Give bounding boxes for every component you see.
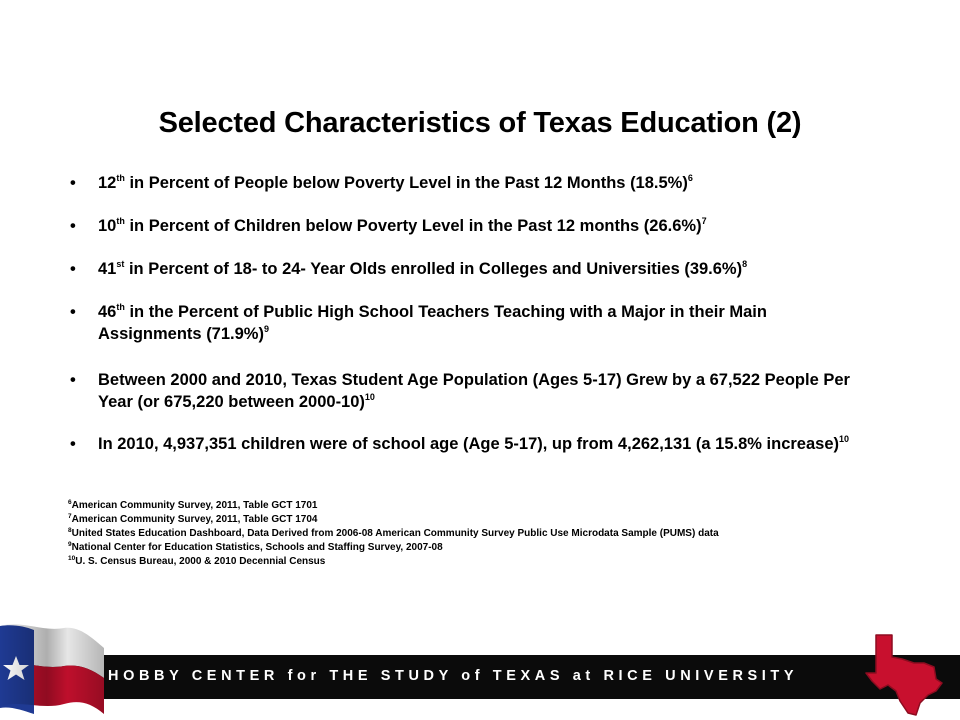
texas-map-icon xyxy=(862,633,946,717)
footnote xyxy=(68,555,928,569)
bullet-item xyxy=(70,215,870,237)
bullet-item xyxy=(70,301,870,345)
bullet-rank: 10 xyxy=(98,217,117,235)
footnotes xyxy=(68,499,928,569)
bullet-text: in Percent of People below Poverty Level in the Past 12 Months (18.5%) xyxy=(124,174,688,192)
bullet-marker: • xyxy=(70,217,76,235)
bullet-text: In 2010, 4,937,351 children were of school age (Age 5-17), up from 4,262,131 (a 15.8% increase) xyxy=(98,435,840,453)
footnote-text: American Community Survey, 2011, Table GCT 1704 xyxy=(71,514,318,525)
footnote xyxy=(68,513,928,527)
bullet-item xyxy=(70,172,870,194)
bullet-text: in Percent of Children below Poverty Level in the Past 12 months (26.6%) xyxy=(124,217,702,235)
bullet-rank: 41 xyxy=(98,260,117,278)
bullet-marker: • xyxy=(70,303,76,321)
bullet-text: in the Percent of Public High School Teachers Teaching with a Major in their Main Assignments (71.9%) xyxy=(98,303,767,343)
footnote-text: American Community Survey, 2011, Table GCT 1701 xyxy=(71,500,318,511)
bullet-rank: 12 xyxy=(98,174,117,192)
bullet-marker: • xyxy=(70,371,76,389)
bullet-marker: • xyxy=(70,174,76,192)
rank-suffix: th xyxy=(116,302,125,312)
footnote-text: National Center for Education Statistics, Schools and Staffing Survey, 2007-08 xyxy=(71,542,443,553)
bullet-marker: • xyxy=(70,435,76,453)
footnote xyxy=(68,541,928,555)
bullet-ref: 9 xyxy=(263,324,269,334)
footnote xyxy=(68,499,928,513)
bullet-ref: 10 xyxy=(839,434,850,444)
bullet-ref: 10 xyxy=(364,392,375,402)
footnote-number: 7 xyxy=(68,513,72,520)
bullet-ref: 6 xyxy=(687,173,693,183)
bullet-ref: 7 xyxy=(701,216,707,226)
footnote-number: 6 xyxy=(68,499,72,506)
footnote-text: United States Education Dashboard, Data Derived from 2006-08 American Community Survey Public Use Microdata Sample (PUMS) data xyxy=(71,528,719,539)
bullet-text: Between 2000 and 2010, Texas Student Age Population (Ages 5-17) Grew by a 67,522 People Per Year (or 675,220 between 2000-10) xyxy=(98,371,850,411)
rank-suffix: th xyxy=(116,173,125,183)
rank-suffix: th xyxy=(116,216,125,226)
bullet-rank: 46 xyxy=(98,303,117,321)
texas-flag-icon xyxy=(0,618,104,720)
footer-title: HOBBY CENTER for THE STUDY of TEXAS at RICE UNIVERSITY xyxy=(108,668,799,684)
footnote-number: 9 xyxy=(68,541,72,548)
bullet-text: in Percent of 18- to 24- Year Olds enrolled in Colleges and Universities (39.6%) xyxy=(124,260,743,278)
footnote xyxy=(68,527,928,541)
slide-title: Selected Characteristics of Texas Education (2) xyxy=(158,107,802,139)
rank-suffix: st xyxy=(116,259,125,269)
bullet-ref: 8 xyxy=(742,259,748,269)
bullet-item xyxy=(70,433,870,455)
characteristics-list xyxy=(70,172,870,455)
bullet-item xyxy=(70,369,870,413)
bullet-marker: • xyxy=(70,260,76,278)
bullet-item xyxy=(70,258,870,280)
footnote-number: 10 xyxy=(68,555,76,562)
footnote-text: U. S. Census Bureau, 2000 & 2010 Decennial Census xyxy=(75,556,326,567)
footnote-number: 8 xyxy=(68,527,72,534)
